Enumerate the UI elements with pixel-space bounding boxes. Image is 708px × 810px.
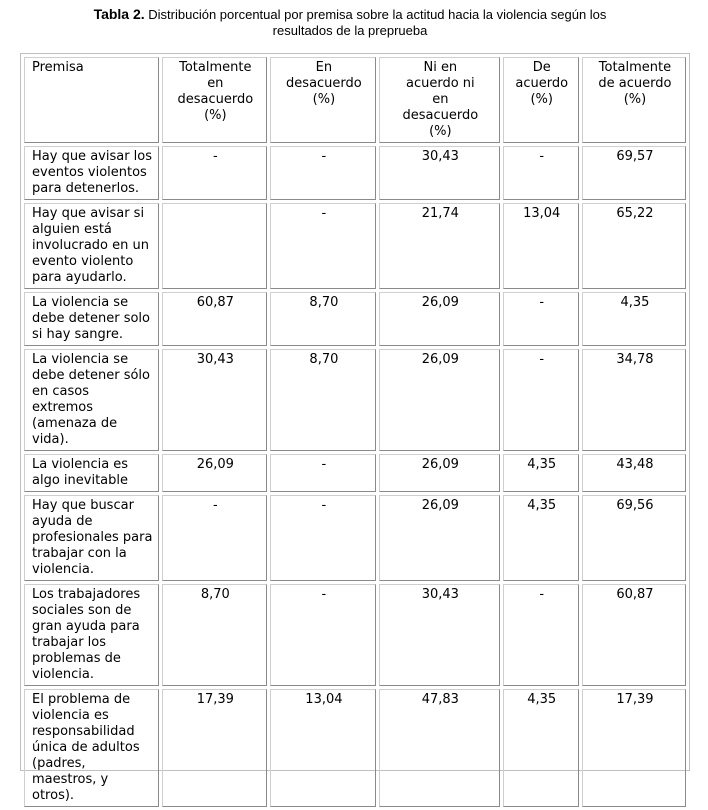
- cell-line: (%): [623, 92, 647, 107]
- results-table: [21, 54, 689, 810]
- cell-line: desacuerdo: [402, 108, 479, 123]
- cell-line: en: [207, 76, 224, 91]
- cell-line: acuerdo: [515, 76, 569, 91]
- table-row: [24, 495, 686, 581]
- value-cell: -: [270, 146, 376, 200]
- value-cell: 69,57: [582, 146, 686, 200]
- cell-line: desacuerdo: [177, 92, 254, 107]
- cell-line: violencia.: [32, 667, 94, 682]
- table-row: [24, 454, 686, 492]
- cell-line: (%): [204, 108, 227, 123]
- cell-line: sociales son de: [32, 603, 132, 618]
- value-cell: 8,70: [270, 349, 376, 451]
- cell-line: Totalmente: [598, 60, 672, 75]
- value-cell: 13,04: [503, 203, 579, 289]
- value-cell: 4,35: [503, 495, 579, 581]
- cell-line: La violencia es: [32, 457, 129, 472]
- value-cell: 65,22: [582, 203, 686, 289]
- cell-line: Hay que avisar los: [32, 149, 153, 164]
- premisa-cell: [24, 454, 159, 492]
- cell-line: (%): [530, 92, 553, 107]
- cell-line: única de adultos: [32, 740, 140, 755]
- value-cell: -: [270, 203, 376, 289]
- value-cell: 17,39: [582, 689, 686, 807]
- value-cell: 8,70: [162, 584, 267, 686]
- caption-text: Distribución porcentual por premisa sobre la actitud hacia la violencia según los: [148, 7, 607, 22]
- value-cell: 26,09: [379, 349, 499, 451]
- value-cell: [162, 203, 267, 289]
- value-cell: 8,70: [270, 292, 376, 346]
- premisa-cell: [24, 146, 159, 200]
- cell-line: En: [315, 60, 333, 75]
- cell-line: eventos violentos: [32, 165, 147, 180]
- cell-line: Hay que avisar si: [32, 206, 145, 221]
- value-cell: 69,56: [582, 495, 686, 581]
- cell-line: trabajar los: [32, 635, 107, 650]
- table-row: [24, 349, 686, 451]
- caption-line-2: resultados de la preprueba: [272, 23, 428, 38]
- value-cell: 4,35: [582, 292, 686, 346]
- cell-line: (amenaza de: [32, 416, 118, 431]
- cell-line: alguien está: [32, 222, 112, 237]
- cell-line: (padres,: [32, 756, 86, 771]
- column-header: [582, 57, 686, 143]
- table-header: [24, 57, 686, 143]
- cell-line: evento violento: [32, 254, 134, 269]
- header-row: [24, 57, 686, 143]
- value-cell: 13,04: [270, 689, 376, 807]
- cell-line: Premisa: [32, 60, 84, 75]
- value-cell: 30,43: [379, 584, 499, 686]
- value-cell: 21,74: [379, 203, 499, 289]
- value-cell: 26,09: [379, 292, 499, 346]
- cell-line: acuerdo ni: [406, 76, 475, 91]
- value-cell: 60,87: [162, 292, 267, 346]
- value-cell: -: [503, 292, 579, 346]
- cell-line: de acuerdo: [598, 76, 672, 91]
- value-cell: 43,48: [582, 454, 686, 492]
- cell-line: El problema de: [32, 692, 131, 707]
- cell-line: en casos extremos: [32, 384, 94, 415]
- cell-line: Hay que buscar: [32, 498, 134, 513]
- value-cell: -: [270, 584, 376, 686]
- value-cell: -: [503, 146, 579, 200]
- value-cell: 30,43: [162, 349, 267, 451]
- caption-line-1: [40, 6, 660, 23]
- table-row: [24, 203, 686, 289]
- premisa-cell: [24, 292, 159, 346]
- value-cell: -: [270, 454, 376, 492]
- cell-line: si hay sangre.: [32, 327, 123, 342]
- cell-line: (%): [429, 124, 452, 139]
- value-cell: 26,09: [379, 495, 499, 581]
- cell-line: (%): [312, 92, 336, 107]
- value-cell: 26,09: [379, 454, 499, 492]
- column-header: [162, 57, 267, 143]
- premisa-cell: [24, 203, 159, 289]
- value-cell: -: [270, 495, 376, 581]
- column-header: [503, 57, 579, 143]
- column-header: [270, 57, 376, 143]
- cell-line: desacuerdo: [286, 76, 362, 91]
- cell-line: responsabilidad: [32, 724, 135, 739]
- value-cell: 47,83: [379, 689, 499, 807]
- cell-line: debe detener sólo: [32, 368, 150, 383]
- cell-line: en: [432, 92, 449, 107]
- value-cell: 30,43: [379, 146, 499, 200]
- column-header: [379, 57, 499, 143]
- premisa-cell: [24, 584, 159, 686]
- cell-line: violencia es: [32, 708, 109, 723]
- value-cell: 4,35: [503, 689, 579, 807]
- cell-line: algo inevitable: [32, 473, 128, 488]
- value-cell: 34,78: [582, 349, 686, 451]
- value-cell: 60,87: [582, 584, 686, 686]
- cell-line: para ayudarlo.: [32, 270, 127, 285]
- column-header: [24, 57, 159, 143]
- cell-line: problemas de: [32, 651, 121, 666]
- table-row: [24, 292, 686, 346]
- value-cell: -: [503, 349, 579, 451]
- cell-line: involucrado en un: [32, 238, 149, 253]
- value-cell: -: [162, 495, 267, 581]
- table-caption: [40, 6, 660, 39]
- cell-line: trabajar con la: [32, 546, 127, 561]
- cell-line: profesionales para: [32, 530, 153, 545]
- cell-line: ayuda de: [32, 514, 93, 529]
- cell-line: gran ayuda para: [32, 619, 140, 634]
- value-cell: 26,09: [162, 454, 267, 492]
- cell-line: violencia.: [32, 562, 94, 577]
- table-row: [24, 146, 686, 200]
- table-frame: [20, 53, 690, 803]
- cell-line: vida).: [32, 432, 69, 447]
- caption-label: Tabla 2.: [93, 6, 145, 22]
- cell-line: La violencia se: [32, 352, 129, 367]
- premisa-cell: [24, 689, 159, 807]
- premisa-cell: [24, 495, 159, 581]
- cell-line: debe detener solo: [32, 311, 150, 326]
- cell-line: De: [532, 60, 551, 75]
- cell-line: para detenerlos.: [32, 181, 140, 196]
- cell-line: La violencia se: [32, 295, 129, 310]
- cell-line: maestros, y: [32, 772, 109, 787]
- cell-line: Los trabajadores: [32, 587, 141, 602]
- cell-line: Ni en: [423, 60, 458, 75]
- premisa-cell: [24, 349, 159, 451]
- value-cell: 17,39: [162, 689, 267, 807]
- cell-line: otros).: [32, 788, 75, 803]
- cell-line: Totalmente: [179, 60, 252, 75]
- value-cell: 4,35: [503, 454, 579, 492]
- table-row: [24, 689, 686, 807]
- value-cell: -: [162, 146, 267, 200]
- table-row: [24, 584, 686, 686]
- table-body: [24, 146, 686, 807]
- value-cell: -: [503, 584, 579, 686]
